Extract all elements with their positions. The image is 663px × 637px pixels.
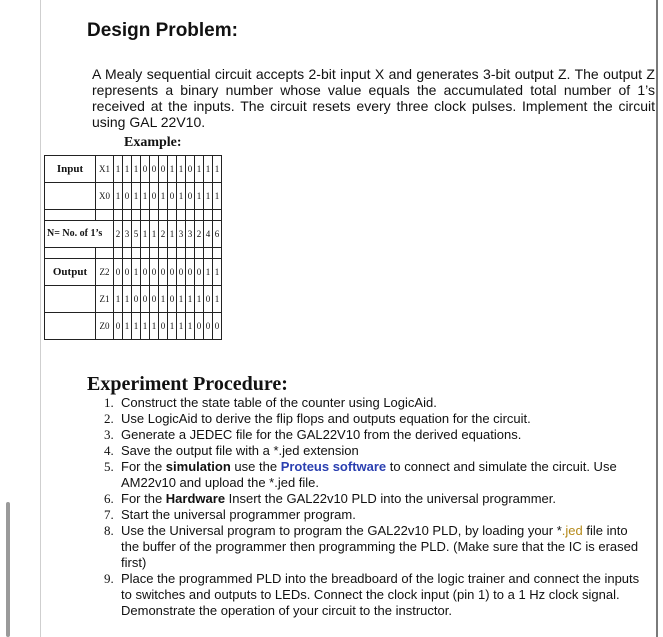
n-cell: 2	[159, 221, 168, 248]
n-cell: 3	[186, 221, 195, 248]
z2-cell: 1	[132, 259, 141, 286]
blank-cell	[141, 248, 150, 259]
step-number: 6.	[104, 491, 114, 506]
z1-cell: 0	[204, 286, 213, 313]
blank-cell	[123, 210, 132, 221]
z0-label: Z0	[96, 313, 114, 340]
z2-cell: 0	[150, 259, 159, 286]
example-table	[44, 155, 222, 340]
step-number: 5.	[104, 459, 114, 474]
step-number: 8.	[104, 523, 114, 538]
x1-cell: 1	[114, 156, 123, 183]
blank-cell	[96, 210, 114, 221]
procedure-step	[100, 523, 645, 571]
jed-extension-keyword: .jed	[561, 523, 583, 538]
z0-cell: 1	[150, 313, 159, 340]
step-text: file into the buffer of the programmer then programming the PLD. (Make sure that the IC is erased first)	[121, 523, 639, 570]
procedure-step	[100, 491, 645, 507]
z2-cell: 0	[123, 259, 132, 286]
n-cell: 2	[114, 221, 123, 248]
row-z2	[45, 259, 222, 286]
blank-cell	[45, 183, 96, 210]
z1-cell: 1	[114, 286, 123, 313]
ones-count-label: N= No. of 1’s	[45, 221, 114, 248]
n-cell: 1	[150, 221, 159, 248]
blank-cell	[96, 248, 114, 259]
n-cell: 5	[132, 221, 141, 248]
blank-cell	[168, 248, 177, 259]
z0-cell: 1	[141, 313, 150, 340]
z0-cell: 0	[159, 313, 168, 340]
blank-cell	[204, 248, 213, 259]
example-label: Example:	[124, 135, 182, 150]
blank-cell	[123, 248, 132, 259]
blank-cell	[114, 248, 123, 259]
x0-cell: 0	[186, 183, 195, 210]
blank-cell	[132, 210, 141, 221]
z2-cell: 0	[186, 259, 195, 286]
x0-cell: 1	[132, 183, 141, 210]
x1-cell: 0	[141, 156, 150, 183]
step-text: Generate a JEDEC file for the GAL22V10 from the derived equations.	[121, 427, 522, 442]
z2-label: Z2	[96, 259, 114, 286]
blank-cell	[45, 248, 96, 259]
x1-cell: 1	[177, 156, 186, 183]
z2-cell: 0	[114, 259, 123, 286]
blank-cell	[45, 313, 96, 340]
x1-cell: 1	[195, 156, 204, 183]
x0-cell: 0	[150, 183, 159, 210]
blank-cell	[213, 248, 222, 259]
step-number: 7.	[104, 507, 114, 522]
x1-cell: 1	[204, 156, 213, 183]
procedure-step	[100, 395, 645, 411]
blank-cell	[159, 248, 168, 259]
row-n	[45, 221, 222, 248]
z1-cell: 1	[213, 286, 222, 313]
blank-cell	[177, 248, 186, 259]
blank-cell	[114, 210, 123, 221]
x0-cell: 1	[213, 183, 222, 210]
z0-cell: 1	[123, 313, 132, 340]
design-problem-title: Design Problem:	[87, 20, 238, 41]
step-text: Use LogicAid to derive the flip flops and outputs equation for the circuit.	[121, 411, 531, 426]
procedure-step	[100, 443, 645, 459]
x1-cell: 1	[168, 156, 177, 183]
blank-cell	[213, 210, 222, 221]
blank-cell	[195, 210, 204, 221]
row-z0	[45, 313, 222, 340]
x1-cell: 0	[186, 156, 195, 183]
n-cell: 3	[123, 221, 132, 248]
x0-cell: 1	[177, 183, 186, 210]
row-x0	[45, 183, 222, 210]
n-cell: 4	[204, 221, 213, 248]
z1-cell: 1	[123, 286, 132, 313]
step-text: Save the output file with a *.jed extension	[121, 443, 359, 458]
n-cell: 1	[168, 221, 177, 248]
blank-cell	[186, 248, 195, 259]
procedure-step	[100, 571, 645, 619]
procedure-step	[100, 507, 645, 523]
step-text: For the	[121, 491, 166, 506]
z1-cell: 0	[150, 286, 159, 313]
n-cell: 1	[141, 221, 150, 248]
row-z1	[45, 286, 222, 313]
x1-label: X1	[96, 156, 114, 183]
simulation-keyword: simulation	[165, 459, 231, 474]
z2-cell: 1	[204, 259, 213, 286]
step-text: Start the universal programmer program.	[121, 507, 356, 522]
x1-cell: 1	[213, 156, 222, 183]
step-text: Place the programmed PLD into the breadboard of the logic trainer and connect the inputs to switches and outputs to LEDs. Connect the clock input (pin 1) to a 1 Hz clock signal. Demonstrate the operation of your circuit to the instructor.	[121, 571, 640, 618]
procedure-title: Experiment Procedure:	[87, 373, 288, 395]
left-margin-line	[40, 0, 41, 637]
x0-cell: 0	[123, 183, 132, 210]
z2-cell: 0	[177, 259, 186, 286]
output-label: Output	[45, 259, 96, 286]
blank-cell	[177, 210, 186, 221]
z1-cell: 0	[132, 286, 141, 313]
procedure-step	[100, 459, 645, 491]
step-number: 3.	[104, 427, 114, 442]
procedure-step	[100, 411, 645, 427]
z2-cell: 1	[213, 259, 222, 286]
blank-cell	[159, 210, 168, 221]
blank-cell	[150, 248, 159, 259]
z0-cell: 1	[168, 313, 177, 340]
x1-cell: 1	[132, 156, 141, 183]
procedure-list	[100, 395, 645, 619]
step-text: use the	[230, 459, 281, 474]
blank-cell	[132, 248, 141, 259]
z2-cell: 0	[159, 259, 168, 286]
input-label: Input	[45, 156, 96, 183]
step-number: 4.	[104, 443, 114, 458]
right-margin-line	[656, 0, 658, 637]
step-text: Construct the state table of the counter using LogicAid.	[121, 395, 437, 410]
x0-cell: 1	[114, 183, 123, 210]
x1-cell: 1	[123, 156, 132, 183]
z2-cell: 0	[141, 259, 150, 286]
z0-cell: 1	[132, 313, 141, 340]
z0-cell: 0	[195, 313, 204, 340]
x0-cell: 1	[195, 183, 204, 210]
scroll-indicator[interactable]	[6, 502, 10, 637]
spacer-row	[45, 210, 222, 221]
z0-cell: 0	[204, 313, 213, 340]
z1-cell: 1	[159, 286, 168, 313]
hardware-keyword: Hardware	[165, 491, 226, 506]
blank-cell	[45, 286, 96, 313]
x0-cell: 1	[141, 183, 150, 210]
z1-cell: 0	[141, 286, 150, 313]
proteus-software-keyword: Proteus software	[280, 459, 387, 474]
x1-cell: 0	[150, 156, 159, 183]
z1-cell: 1	[195, 286, 204, 313]
procedure-step	[100, 427, 645, 443]
z0-cell: 0	[213, 313, 222, 340]
x1-cell: 0	[159, 156, 168, 183]
row-x1	[45, 156, 222, 183]
x0-label: X0	[96, 183, 114, 210]
step-number: 1.	[104, 395, 114, 410]
z1-cell: 1	[177, 286, 186, 313]
n-cell: 2	[195, 221, 204, 248]
blank-cell	[186, 210, 195, 221]
step-text: For the	[121, 459, 166, 474]
step-text: Use the Universal program to program the GAL22v10 PLD, by loading your *	[121, 523, 562, 538]
z0-cell: 1	[177, 313, 186, 340]
blank-cell	[168, 210, 177, 221]
n-cell: 6	[213, 221, 222, 248]
x0-cell: 1	[204, 183, 213, 210]
z1-cell: 0	[168, 286, 177, 313]
z2-cell: 0	[168, 259, 177, 286]
step-number: 2.	[104, 411, 114, 426]
step-text: Insert the GAL22v10 PLD into the universal programmer.	[225, 491, 556, 506]
z1-label: Z1	[96, 286, 114, 313]
blank-cell	[195, 248, 204, 259]
x0-cell: 1	[159, 183, 168, 210]
z2-cell: 0	[195, 259, 204, 286]
blank-cell	[141, 210, 150, 221]
blank-cell	[204, 210, 213, 221]
z1-cell: 1	[186, 286, 195, 313]
problem-statement: A Mealy sequential circuit accepts 2-bit input X and generates 3-bit output Z. The output Z represents a binary number whose value equals the accumulated total number of 1’s received at the inputs. The circuit resets every three clock pulses. Implement the circuit using GAL 22V10.	[92, 66, 655, 130]
blank-cell	[150, 210, 159, 221]
blank-cell	[45, 210, 96, 221]
z0-cell: 0	[114, 313, 123, 340]
x0-cell: 0	[168, 183, 177, 210]
step-text: to connect and simulate the circuit. Use AM22v10 and upload the *.jed file.	[121, 459, 617, 490]
n-cell: 3	[177, 221, 186, 248]
step-number: 9.	[104, 571, 114, 586]
spacer-row	[45, 248, 222, 259]
z0-cell: 1	[186, 313, 195, 340]
